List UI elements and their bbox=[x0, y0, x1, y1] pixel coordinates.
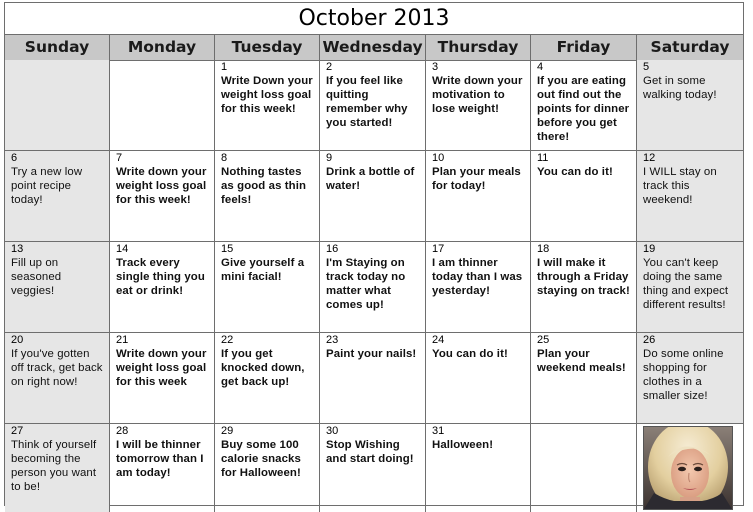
day-tip-text: Paint your nails! bbox=[326, 348, 417, 360]
day-header-monday: Monday bbox=[110, 35, 215, 61]
portrait-photo bbox=[643, 426, 733, 510]
day-tip-text: Give yourself a mini facial! bbox=[221, 257, 305, 283]
day-number: 20 bbox=[11, 334, 24, 346]
calendar-day-cell bbox=[531, 333, 637, 424]
day-tip-text: I'm Staying on track today no matter what comes up! bbox=[326, 257, 406, 311]
day-tip-text: If you feel like quitting remember why you started! bbox=[326, 75, 408, 129]
day-number: 24 bbox=[432, 334, 445, 346]
calendar-day-cell bbox=[531, 151, 637, 242]
day-number: 5 bbox=[643, 61, 650, 73]
day-header-thursday: Thursday bbox=[426, 35, 531, 61]
calendar-day-cell bbox=[110, 424, 215, 512]
calendar-day-cell bbox=[320, 60, 426, 151]
day-number: 25 bbox=[537, 334, 550, 346]
day-number: 17 bbox=[432, 243, 445, 255]
calendar-day-cell bbox=[5, 242, 110, 333]
calendar-day-cell bbox=[110, 60, 215, 151]
day-tip-text: Write down your weight loss goal for this week bbox=[116, 348, 207, 388]
calendar-day-cell bbox=[637, 242, 743, 333]
day-number: 18 bbox=[537, 243, 550, 255]
day-tip-text: Stop Wishing and start doing! bbox=[326, 439, 414, 465]
day-tip-text: I WILL stay on track this weekend! bbox=[643, 166, 717, 206]
day-number: 19 bbox=[643, 243, 656, 255]
day-number: 26 bbox=[643, 334, 656, 346]
day-tip-text: I will make it through a Friday staying on track! bbox=[537, 257, 630, 297]
day-tip-text: Write down your motivation to lose weight! bbox=[432, 75, 523, 115]
day-tip-text: Think of yourself becoming the person you want to be! bbox=[11, 439, 97, 493]
calendar-day-cell bbox=[426, 151, 531, 242]
day-number: 22 bbox=[221, 334, 234, 346]
calendar-day-cell bbox=[320, 424, 426, 512]
day-number: 27 bbox=[11, 425, 24, 437]
day-tip-text: If you get knocked down, get back up! bbox=[221, 348, 305, 388]
calendar-day-cell bbox=[637, 424, 743, 512]
day-tip-text: Write Down your weight loss goal for this week! bbox=[221, 75, 313, 115]
calendar-day-cell bbox=[110, 242, 215, 333]
calendar-grid bbox=[5, 60, 743, 512]
calendar-day-cell bbox=[215, 151, 320, 242]
calendar bbox=[4, 2, 744, 506]
day-tip-text: I will be thinner tomorrow than I am today! bbox=[116, 439, 204, 479]
calendar-day-cell bbox=[215, 333, 320, 424]
day-tip-text: Do some online shopping for clothes in a smaller size! bbox=[643, 348, 724, 402]
day-number: 1 bbox=[221, 61, 228, 73]
day-header-sunday: Sunday bbox=[5, 35, 110, 61]
calendar-day-cell bbox=[5, 424, 110, 512]
day-header-wednesday: Wednesday bbox=[320, 35, 426, 61]
calendar-day-cell bbox=[637, 60, 743, 151]
day-number: 16 bbox=[326, 243, 339, 255]
day-number: 13 bbox=[11, 243, 24, 255]
calendar-day-cell bbox=[320, 151, 426, 242]
day-number: 29 bbox=[221, 425, 234, 437]
day-tip-text: Plan your meals for today! bbox=[432, 166, 521, 192]
day-tip-text: You can do it! bbox=[432, 348, 508, 360]
day-number: 3 bbox=[432, 61, 439, 73]
day-number: 15 bbox=[221, 243, 234, 255]
day-number: 14 bbox=[116, 243, 129, 255]
calendar-day-cell bbox=[531, 60, 637, 151]
calendar-day-cell bbox=[426, 424, 531, 512]
calendar-day-cell bbox=[426, 60, 531, 151]
calendar-day-cell bbox=[5, 151, 110, 242]
calendar-day-cell bbox=[637, 151, 743, 242]
day-header-tuesday: Tuesday bbox=[215, 35, 320, 61]
day-header-row bbox=[5, 35, 743, 60]
calendar-day-cell bbox=[5, 333, 110, 424]
day-number: 11 bbox=[537, 152, 549, 164]
day-number: 28 bbox=[116, 425, 129, 437]
day-header-saturday: Saturday bbox=[637, 35, 743, 61]
day-number: 21 bbox=[116, 334, 129, 346]
day-tip-text: Plan your weekend meals! bbox=[537, 348, 626, 374]
day-number: 12 bbox=[643, 152, 656, 164]
day-tip-text: Get in some walking today! bbox=[643, 75, 717, 101]
calendar-title: October 2013 bbox=[5, 3, 743, 35]
day-tip-text: Halloween! bbox=[432, 439, 494, 451]
day-number: 10 bbox=[432, 152, 445, 164]
day-number: 7 bbox=[116, 152, 123, 164]
day-tip-text: I am thinner today than I was yesterday! bbox=[432, 257, 523, 297]
day-tip-text: Buy some 100 calorie snacks for Halloween! bbox=[221, 439, 301, 479]
calendar-day-cell bbox=[215, 60, 320, 151]
calendar-day-cell bbox=[426, 242, 531, 333]
day-number: 6 bbox=[11, 152, 18, 164]
day-tip-text: You can't keep doing the same thing and expect different results! bbox=[643, 257, 729, 311]
day-tip-text: You can do it! bbox=[537, 166, 613, 178]
day-number: 2 bbox=[326, 61, 333, 73]
calendar-day-cell bbox=[215, 424, 320, 512]
calendar-day-cell bbox=[110, 333, 215, 424]
calendar-day-cell bbox=[637, 333, 743, 424]
day-tip-text: If you've gotten off track, get back on right now! bbox=[11, 348, 103, 388]
calendar-day-cell bbox=[320, 242, 426, 333]
day-header-friday: Friday bbox=[531, 35, 637, 61]
calendar-day-cell bbox=[5, 60, 110, 151]
calendar-day-cell bbox=[320, 333, 426, 424]
day-tip-text: Write down your weight loss goal for this week! bbox=[116, 166, 207, 206]
day-number: 23 bbox=[326, 334, 339, 346]
day-tip-text: If you are eating out find out the points for dinner before you get there! bbox=[537, 75, 630, 143]
calendar-day-cell bbox=[426, 333, 531, 424]
day-tip-text: Track every single thing you eat or drink! bbox=[116, 257, 205, 297]
calendar-day-cell bbox=[215, 242, 320, 333]
day-tip-text: Try a new low point recipe today! bbox=[11, 166, 83, 206]
calendar-day-cell bbox=[531, 242, 637, 333]
day-number: 8 bbox=[221, 152, 228, 164]
day-tip-text: Nothing tastes as good as thin feels! bbox=[221, 166, 307, 206]
calendar-day-cell bbox=[531, 424, 637, 512]
day-number: 9 bbox=[326, 152, 333, 164]
day-tip-text: Drink a bottle of water! bbox=[326, 166, 415, 192]
day-tip-text: Fill up on seasoned veggies! bbox=[11, 257, 62, 297]
day-number: 31 bbox=[432, 425, 445, 437]
day-number: 4 bbox=[537, 61, 544, 73]
calendar-day-cell bbox=[110, 151, 215, 242]
day-number: 30 bbox=[326, 425, 339, 437]
